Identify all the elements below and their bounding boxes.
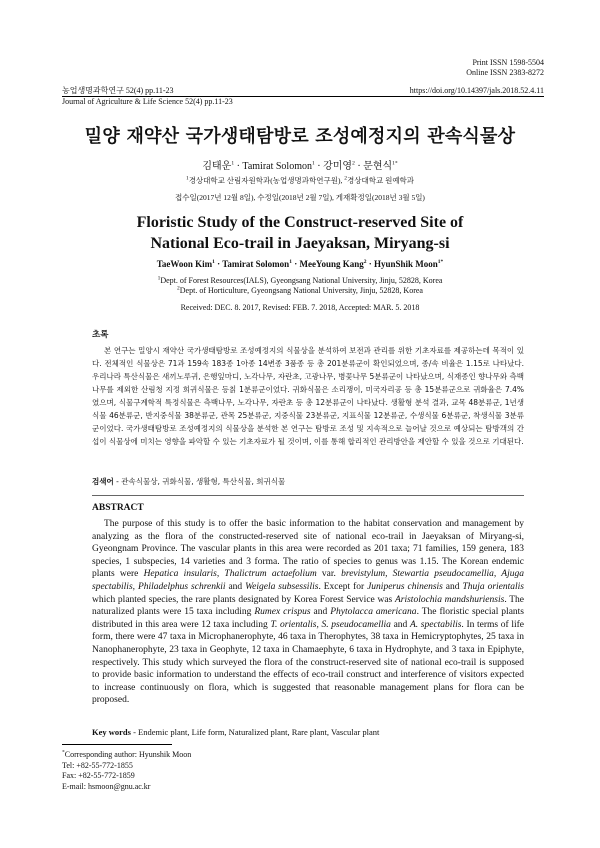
affil-sup: 2	[344, 175, 347, 182]
korean-keywords	[92, 476, 524, 487]
abstract-run: . In terms of life form, there were 47 taxa in Microphanerophyte, 46 taxa in Therophytes, 38 taxa in Hemicryptophytes, 25 taxa in Nanophanerophyte, 23 taxa in Geophyte, 12 taxa in Chamaephyte, 6 taxa in Hydrophyte, and 3 taxa in Epiphyte, respectively. This study which surveyed the flora of the construct-reserved site of national eco-trail is supposed to provide basic information to understand the effects of eco-trail construct and interference of visitors expected to increase continuously on flora, which is suggested that reasonable management plans for flora can be proposed.	[92, 619, 525, 706]
abstract-run-italic: brevistylum, Stewartia pseudocamellia, Ajuga spectabilis, Philadelphus schrenkii	[92, 569, 524, 592]
english-affiliation-2	[0, 286, 600, 295]
phone: Tel: +82-55-772-1855	[62, 760, 133, 770]
abstract-run: and	[390, 619, 410, 630]
abstract-run-italic: Thuja orientalis	[462, 581, 525, 592]
korean-dates: 접수일(2017년 12월 8일), 수정일(2018년 2월 7일), 게재확정일(2018년 3월 5일)	[175, 193, 425, 202]
affil-sup: 2	[177, 285, 180, 292]
keywords-label: 검색어	[92, 477, 114, 486]
korean-title: 밀양 재약산 국가생태탐방로 조성예정지의 관속식물상	[84, 126, 516, 147]
journal-row	[62, 86, 544, 96]
affil-sup: 1	[185, 175, 189, 182]
abstract-run: . The floristic special plants distributed in this area were 12 taxa including	[92, 607, 524, 630]
affil-text: Dept. of Forest Resources(IALS), Gyeongsang National University, Jinju, 52828, Korea	[160, 276, 443, 285]
abstract-run-italic: Juniperus chinensis	[367, 581, 443, 592]
issn-online: Online ISSN 2383-8272	[466, 68, 544, 77]
abstract-run-italic: Phytolacca americana	[330, 607, 417, 618]
corresponding-author: Corresponding author: Hyunshik Moon	[64, 750, 192, 759]
abstract-run: var.	[316, 569, 342, 580]
author-sup: 1	[231, 160, 235, 167]
abstract-run: . Except for	[318, 581, 368, 592]
corresponding-author-footnote	[62, 750, 191, 792]
keywords-text: - 관속식물상, 귀화식물, 생활형, 특산식물, 희귀식물	[116, 477, 286, 486]
author-name: 강미영	[323, 161, 353, 172]
author-sup: 1	[312, 160, 315, 167]
abstract-run: and	[310, 607, 331, 618]
author-name: MeeYoung Kang	[299, 259, 364, 269]
doi-link[interactable]: https://doi.org/10.14397/jals.2018.52.4.11	[409, 86, 544, 95]
author-name: 김태운	[202, 161, 232, 172]
author-name: TaeWoon Kim	[156, 259, 213, 269]
affil-text: Dept. of Horticulture, Gyeongsang National University, Jinju, 52828, Korea	[179, 286, 423, 295]
abstract-run-italic: T. orientalis, S. pseudocamellia	[270, 619, 391, 630]
english-keywords	[92, 727, 524, 737]
author-sup: 2	[352, 160, 355, 167]
korean-abstract-heading: 초록	[92, 330, 109, 340]
email-link[interactable]: E-mail: hsmoon@gnu.ac.kr	[62, 781, 151, 791]
korean-abstract: 본 연구는 밀양시 재약산 국가생태탐방로 조성예정지의 식물상을 분석하여 보전과 관리를 위한 기초자료를 제공하는데 목적이 있다. 전체적인 식물상은 71과 159속 183종 1아종 14변종 3품종 등 총 201분류군이 확인되었으며, 종/속 비율은 1.15로 나타났다. 우리나라 특산식물은 새끼노루귀, 은행잎마디, 노각나무, 자란초, 고광나무, 병꽃나무 5분류군이 나타났으며, 식재종인 향나무와 측백나무를 제외한 산림청 지정 희귀식물은 등칡 1분류군이었다. 귀화식물은 소리쟁이, 미국자리공 등 총 15분류군으로 귀화율은 7.4%였으며, 식물구계학적 특정식물은 측백나무, 노각나무, 자란초 등 총 12분류군이 나타났다. 생활형 분석 결과, 교목 48분류군, 1년생식물 46분류군, 반지중식물 38분류군, 관목 25분류군, 지중식물 23분류군, 지표식물 12분류군, 수생식물 6분류군, 착생식물 3분류군이었다. 국가생태탐방로 조성예정지의 식물상을 분석한 본 연구는 탐방로 조성 및 지속적으로 늘어날 것으로 예상되는 탐방객의 간섭이 식물상에 미치는 영향을 파악할 수 있는 기초자료가 될 것이며, 이를 통해 합리적인 관리방안을 제안할 수 있을 것으로 기대된다.	[92, 346, 524, 446]
author-sup: 1	[289, 259, 292, 265]
author-name: Tamirat Solomon	[242, 161, 312, 172]
abstract-run-italic: Weigela subsessilis	[245, 581, 319, 592]
keywords-label: Key words	[92, 727, 131, 737]
keywords-text: - Endemic plant, Life form, Naturalized plant, Rare plant, Vascular plant	[130, 727, 380, 737]
journal-kr: 농업생명과학연구 52(4) pp.11-23	[62, 86, 174, 95]
english-title-line: Floristic Study of the Construct-reserved Site of	[136, 214, 464, 231]
issn-block	[466, 58, 544, 78]
author-name: 문현식	[363, 161, 393, 172]
abstract-run-italic: Hepatica insularis, Thalictrum actaefolium	[143, 569, 317, 580]
abstract-run: which planted species, the rare plants designated by Korea Forest Service was	[92, 594, 395, 605]
issn-print: Print ISSN 1598-5504	[472, 58, 544, 67]
fax: Fax: +82-55-772-1859	[62, 771, 135, 780]
abstract-run: . The naturalized plants were 15 taxa including	[92, 594, 524, 618]
korean-affiliation	[0, 175, 600, 186]
english-title-line: National Eco-trail in Jaeyaksan, Miryang-si	[150, 235, 450, 252]
author-name: HyunShik Moon	[373, 259, 438, 269]
abstract-run: and	[225, 581, 246, 592]
abstract-run-italic: A. spectabilis	[409, 619, 462, 630]
abstract-run-italic: Rumex crispus	[254, 607, 311, 618]
affil-sup: 1	[157, 275, 161, 282]
english-authors: TaeWoon Kim$^1$ · Tamirat Solomon$^1$ · MeeYoung Kang$^2$ · HyunShik Moon$^{1*}$	[156, 259, 444, 269]
abstract-run: and	[442, 581, 463, 592]
footnote-mark: *	[62, 749, 65, 756]
affil-text: 경상대학교 원예학과	[346, 176, 415, 185]
author-sup: 1*	[437, 259, 444, 265]
abstract-run: The purpose of this study is to offer the basic information to the habitat conservation and management by analyzing as the flora of the constructed-reserved site of national eco-trail in Jaeyaksan of Miryang-si, Gyeongnam Province. The vascular plants in this area were recorded as 201 taxa; 71 families, 159 genera, 183 species, 1 subspecies, 14 varieties and 3 forma. The ratio of species to genus was 1.15. The Korean endemic plants were	[92, 519, 524, 580]
affil-text: 경상대학교 산림자원학과(농업생명과학연구원),	[188, 176, 343, 185]
abstract-run-italic: Aristolochia mandshuriensis	[394, 594, 505, 605]
english-dates: Received: DEC. 8. 2017, Revised: FEB. 7. 2018, Accepted: MAR. 5. 2018	[180, 303, 420, 312]
author-sup: 2	[363, 259, 367, 265]
korean-authors: 김태운$^1$ · Tamirat Solomon$^1$ · 강미영$^2$ · 문현식$^{1*}$	[202, 160, 398, 172]
english-title	[0, 212, 600, 254]
english-abstract-heading: ABSTRACT	[92, 503, 144, 513]
journal-en: Journal of Agriculture & Life Science 52(4) pp.11-23	[62, 97, 233, 106]
author-name: Tamirat Solomon	[222, 259, 290, 269]
section-rule	[92, 495, 524, 496]
author-sup: 1*	[392, 160, 398, 167]
english-abstract	[92, 518, 524, 707]
author-sup: 1	[212, 259, 215, 265]
english-affiliation-1	[0, 276, 600, 285]
footnote-rule	[62, 744, 172, 745]
